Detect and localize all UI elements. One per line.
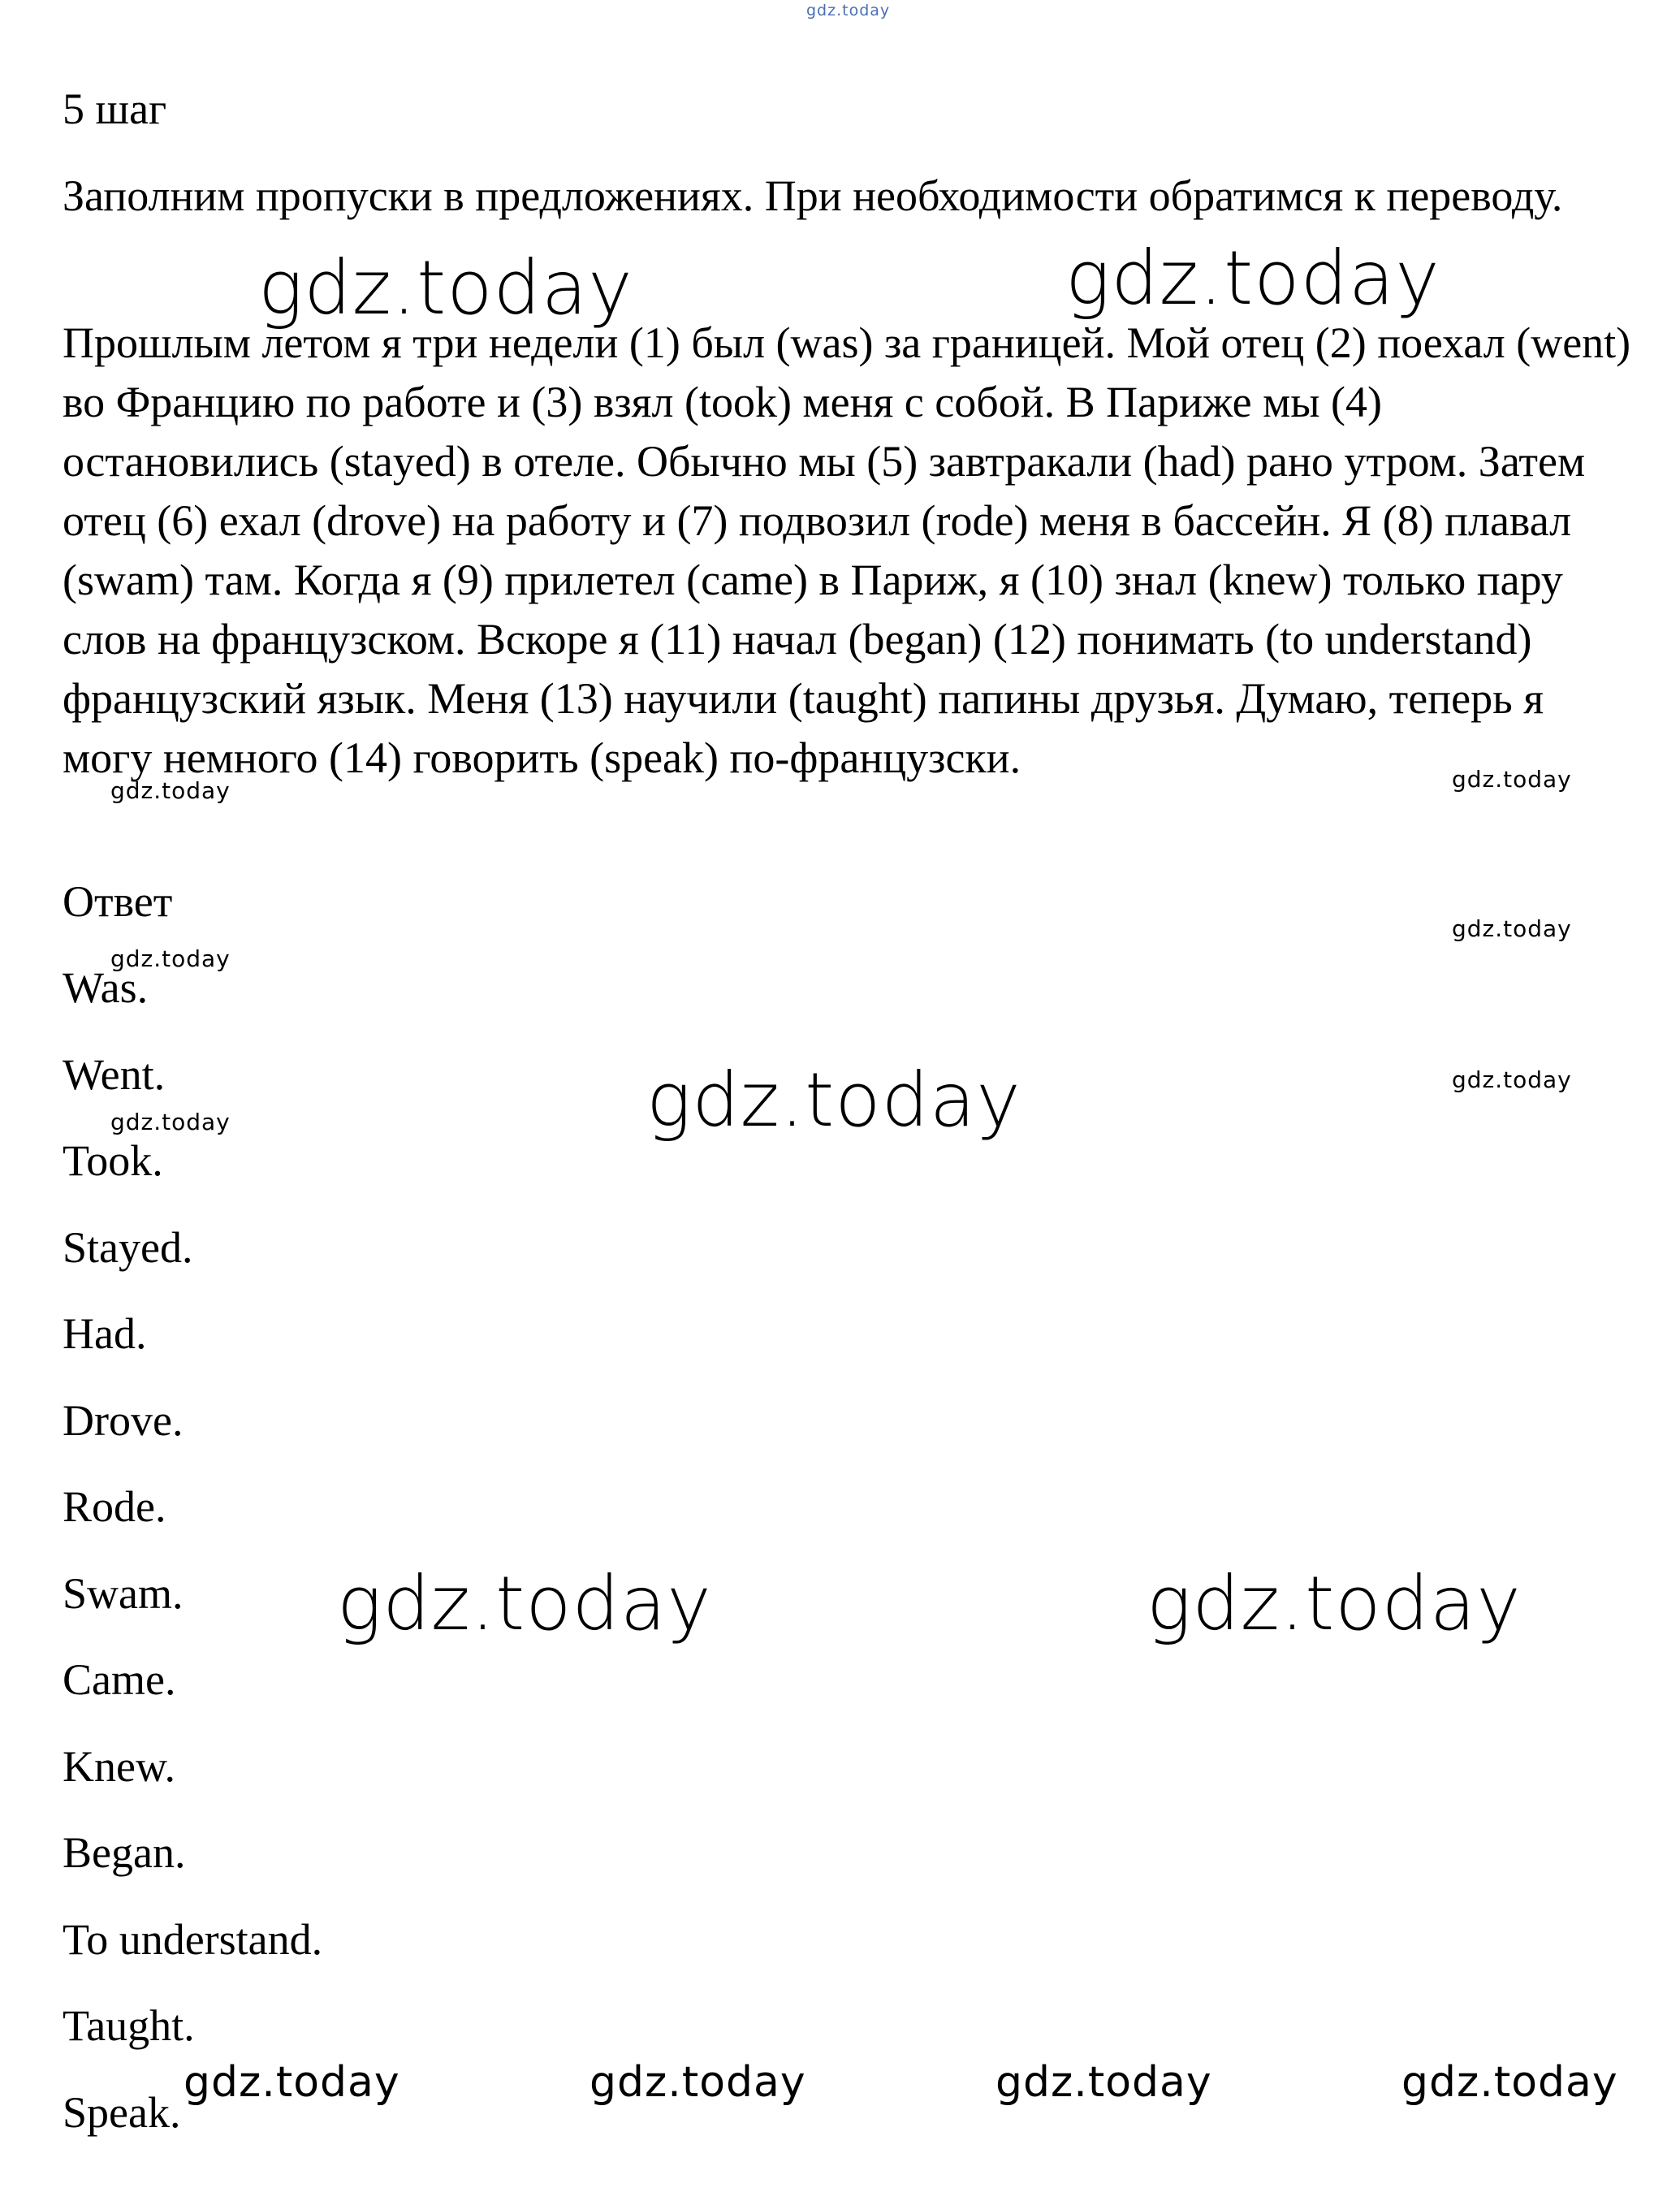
instruction-text: Заполним пропуски в предложениях. При необходимости обратимся к переводу.	[63, 171, 1563, 220]
answer-item: Knew.	[63, 1741, 175, 1791]
answer-item: Rode.	[63, 1482, 166, 1531]
watermark-large: gdz.today	[258, 244, 633, 331]
answer-item: Drove.	[63, 1395, 184, 1445]
watermark-small: gdz.today	[1452, 766, 1572, 793]
watermark-small: gdz.today	[110, 777, 231, 804]
answer-item: Stayed.	[63, 1222, 193, 1272]
answer-item: Swam.	[63, 1568, 184, 1618]
answer-heading: Ответ	[63, 877, 173, 926]
step-label: 5 шаг	[63, 84, 167, 133]
answer-item: Had.	[63, 1309, 147, 1358]
answer-item: Speak.	[63, 2087, 181, 2137]
watermark-small: gdz.today	[1452, 915, 1572, 942]
answer-item: To understand.	[63, 1914, 323, 1964]
answer-item: Began.	[63, 1828, 186, 1877]
answer-item: Came.	[63, 1655, 176, 1704]
watermark-footer: gdz.today	[1401, 2058, 1618, 2107]
header-watermark: gdz.today	[806, 2, 891, 19]
watermark-large: gdz.today	[646, 1057, 1021, 1144]
watermark-footer: gdz.today	[590, 2058, 806, 2107]
watermark-small: gdz.today	[1452, 1066, 1572, 1093]
answer-item: Was.	[63, 963, 149, 1012]
answer-list	[63, 958, 322, 2169]
watermark-large: gdz.today	[337, 1560, 712, 1647]
watermark-footer: gdz.today	[995, 2058, 1212, 2107]
watermark-small: gdz.today	[110, 945, 231, 972]
passage-text: Прошлым летом я три недели (1) был (was) за границей. Мой отец (2) поехал (went) во Францию по работе и (3) взял (took) меня с собой. В Париже мы (4) остановились (stayed) в отеле. Обычно мы (5) завтракали (had) рано утром. Затем отец (6) ехал (drove) на работу и (7) подвозил (rode) меня в бассейн. Я (8) плавал (swam) там. Когда я (9) прилетел (came) в Париж, я (10) знал (knew) только пару слов на французском. Вскоре я (11) начал (began) (12) понимать (to understand) французский язык. Меня (13) научили (taught) папины друзья. Думаю, теперь я могу немного (14) говорить (speak) по-французски.	[63, 318, 1631, 782]
answer-item: Took.	[63, 1136, 163, 1185]
answer-item: Went.	[63, 1049, 166, 1099]
watermark-small: gdz.today	[110, 1109, 231, 1135]
answer-item: Taught.	[63, 2001, 195, 2050]
watermark-footer: gdz.today	[184, 2058, 400, 2107]
watermark-large: gdz.today	[1065, 235, 1440, 322]
watermark-large: gdz.today	[1147, 1560, 1522, 1647]
